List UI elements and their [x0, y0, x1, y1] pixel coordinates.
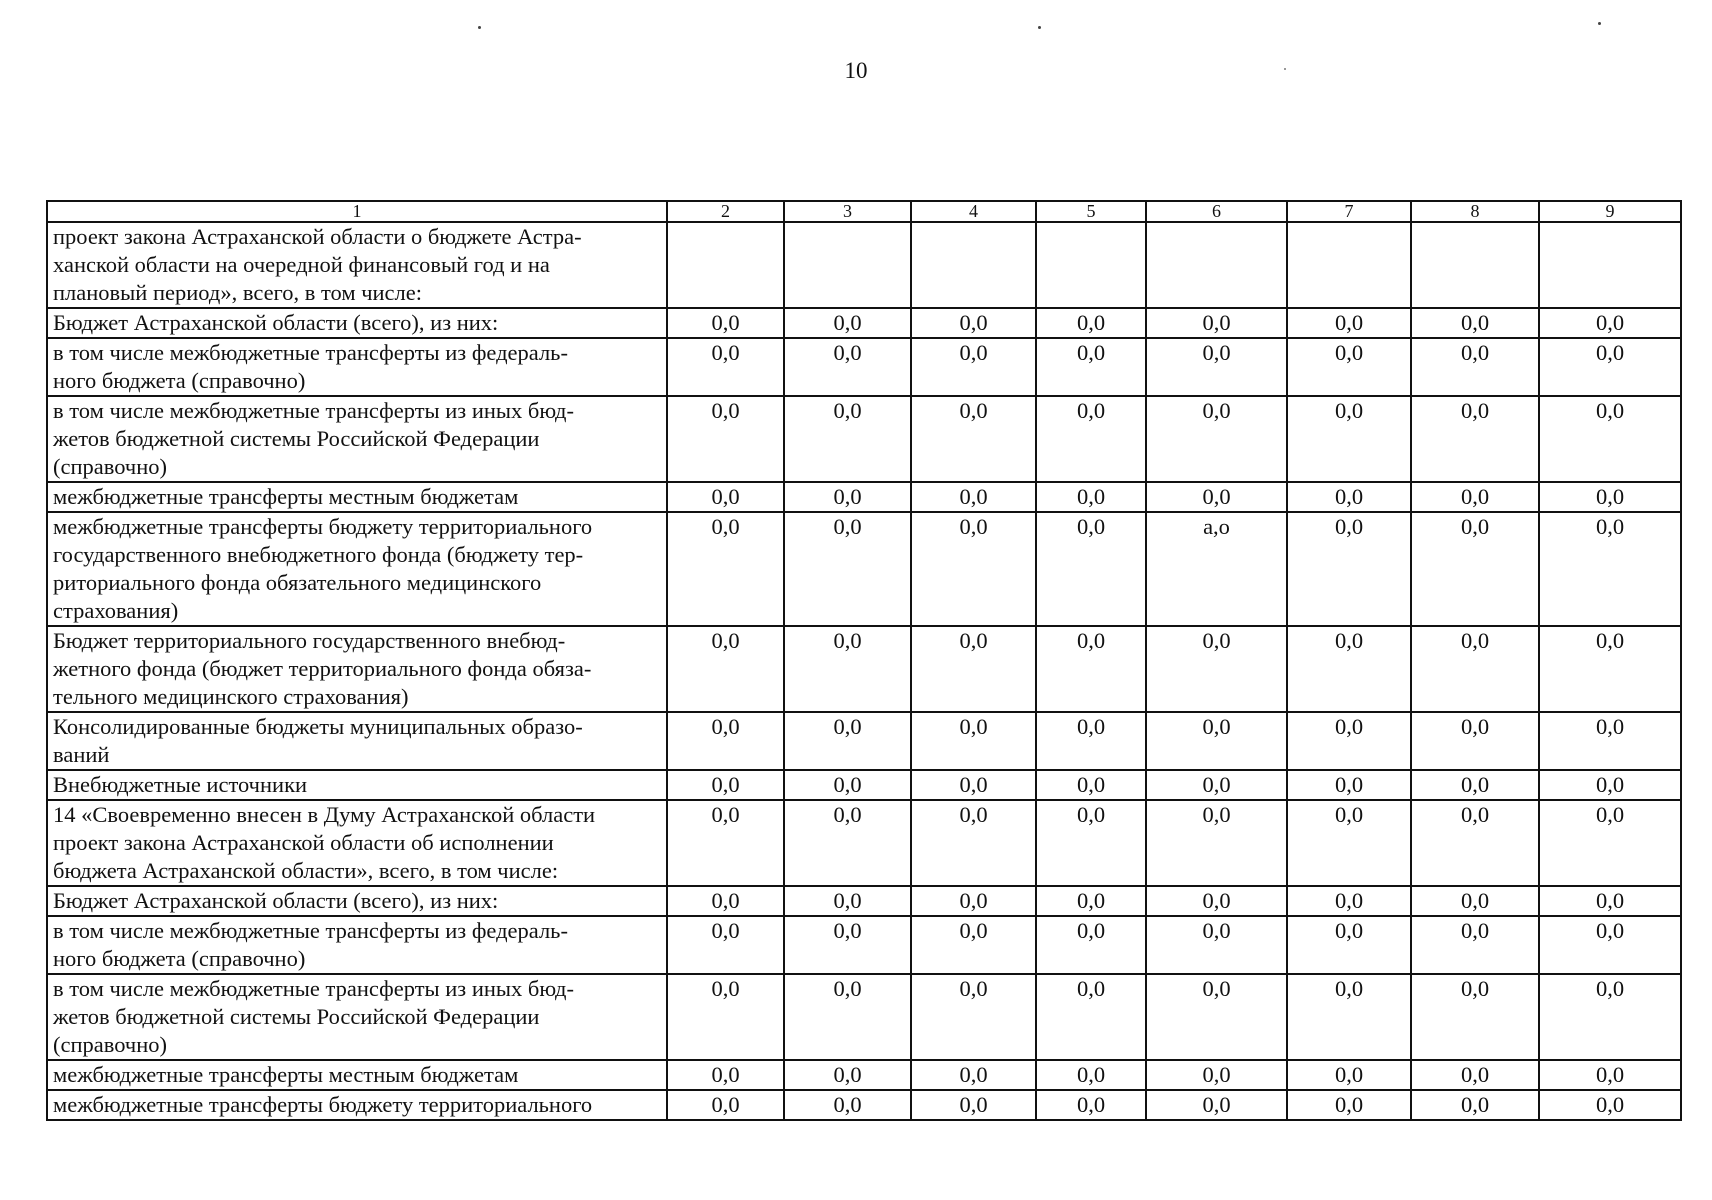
row-label: в том числе межбюджетные трансферты из федераль- ного бюджета (справочно): [47, 916, 667, 974]
value-cell-col-9: 0,0: [1539, 770, 1681, 800]
value-cell-col-3: 0,0: [784, 916, 911, 974]
value-cell-col-5: 0,0: [1036, 482, 1146, 512]
value-cell-col-7: 0,0: [1287, 626, 1411, 712]
table-row: [47, 482, 1681, 512]
value-cell-col-3: 0,0: [784, 482, 911, 512]
value-cell-col-9: 0,0: [1539, 916, 1681, 974]
row-label: 14 «Своевременно внесен в Думу Астраханской области проект закона Астраханской области об исполнении бюджета Астраханской области», всего, в том числе:: [47, 800, 667, 886]
value-cell-col-5: 0,0: [1036, 974, 1146, 1060]
table-row: [47, 626, 1681, 712]
value-cell-col-8: 0,0: [1411, 1090, 1539, 1120]
value-cell-col-5: 0,0: [1036, 886, 1146, 916]
value-cell-col-7: 0,0: [1287, 512, 1411, 626]
row-label: проект закона Астраханской области о бюджете Астра- ханской области на очередной финансовый год и на плановый период», всего, в том числе:: [47, 222, 667, 308]
value-cell-col-7: 0,0: [1287, 974, 1411, 1060]
value-cell-col-4: 0,0: [911, 626, 1036, 712]
value-cell-col-5: 0,0: [1036, 712, 1146, 770]
value-cell-col-5: 0,0: [1036, 1060, 1146, 1090]
value-cell-col-6: 0,0: [1146, 886, 1287, 916]
value-cell-col-4: 0,0: [911, 1090, 1036, 1120]
table-row: [47, 974, 1681, 1060]
value-cell-col-3: 0,0: [784, 1090, 911, 1120]
value-cell-col-4: 0,0: [911, 770, 1036, 800]
value-cell-col-7: [1287, 222, 1411, 308]
value-cell-col-2: [667, 222, 784, 308]
value-cell-col-8: 0,0: [1411, 482, 1539, 512]
value-cell-col-8: 0,0: [1411, 626, 1539, 712]
value-cell-col-2: 0,0: [667, 338, 784, 396]
value-cell-col-2: 0,0: [667, 916, 784, 974]
value-cell-col-6: 0,0: [1146, 1090, 1287, 1120]
value-cell-col-6: 0,0: [1146, 770, 1287, 800]
row-label: межбюджетные трансферты бюджету территориального государственного внебюджетного фонда (бюджету тер- риториального фонда обязательного медицинского страхования): [47, 512, 667, 626]
value-cell-col-7: 0,0: [1287, 800, 1411, 886]
value-cell-col-3: 0,0: [784, 974, 911, 1060]
value-cell-col-4: 0,0: [911, 974, 1036, 1060]
table-row: [47, 1090, 1681, 1120]
value-cell-col-9: 0,0: [1539, 800, 1681, 886]
value-cell-col-8: 0,0: [1411, 712, 1539, 770]
value-cell-col-9: [1539, 222, 1681, 308]
value-cell-col-4: 0,0: [911, 512, 1036, 626]
column-header-2: 2: [667, 201, 784, 222]
value-cell-col-8: 0,0: [1411, 512, 1539, 626]
value-cell-col-7: 0,0: [1287, 1090, 1411, 1120]
value-cell-col-4: 0,0: [911, 1060, 1036, 1090]
column-header-1: 1: [47, 201, 667, 222]
value-cell-col-4: 0,0: [911, 712, 1036, 770]
value-cell-col-6: 0,0: [1146, 974, 1287, 1060]
header-row: [47, 201, 1681, 222]
value-cell-col-3: 0,0: [784, 800, 911, 886]
value-cell-col-6: 0,0: [1146, 338, 1287, 396]
table-row: [47, 800, 1681, 886]
value-cell-col-9: 0,0: [1539, 1090, 1681, 1120]
value-cell-col-5: 0,0: [1036, 770, 1146, 800]
table-row: [47, 512, 1681, 626]
table-row: [47, 770, 1681, 800]
value-cell-col-2: 0,0: [667, 712, 784, 770]
value-cell-col-6: 0,0: [1146, 1060, 1287, 1090]
value-cell-col-3: [784, 222, 911, 308]
value-cell-col-7: 0,0: [1287, 886, 1411, 916]
value-cell-col-8: 0,0: [1411, 886, 1539, 916]
row-label: в том числе межбюджетные трансферты из иных бюд- жетов бюджетной системы Российской Федерации (справочно): [47, 396, 667, 482]
scan-speck: [478, 26, 481, 29]
value-cell-col-3: 0,0: [784, 712, 911, 770]
value-cell-col-9: 0,0: [1539, 974, 1681, 1060]
value-cell-col-5: 0,0: [1036, 626, 1146, 712]
value-cell-col-7: 0,0: [1287, 338, 1411, 396]
value-cell-col-7: 0,0: [1287, 916, 1411, 974]
value-cell-col-8: 0,0: [1411, 308, 1539, 338]
table-row: [47, 308, 1681, 338]
value-cell-col-7: 0,0: [1287, 396, 1411, 482]
row-label: в том числе межбюджетные трансферты из иных бюд- жетов бюджетной системы Российской Федерации (справочно): [47, 974, 667, 1060]
table-row: [47, 916, 1681, 974]
value-cell-col-3: 0,0: [784, 396, 911, 482]
value-cell-col-8: 0,0: [1411, 396, 1539, 482]
value-cell-col-9: 0,0: [1539, 338, 1681, 396]
value-cell-col-6: [1146, 222, 1287, 308]
value-cell-col-4: 0,0: [911, 396, 1036, 482]
table-row: [47, 222, 1681, 308]
value-cell-col-7: 0,0: [1287, 1060, 1411, 1090]
value-cell-col-4: 0,0: [911, 916, 1036, 974]
value-cell-col-2: 0,0: [667, 800, 784, 886]
value-cell-col-8: 0,0: [1411, 770, 1539, 800]
value-cell-col-9: 0,0: [1539, 482, 1681, 512]
value-cell-col-9: 0,0: [1539, 626, 1681, 712]
row-label: Внебюджетные источники: [47, 770, 667, 800]
value-cell-col-5: 0,0: [1036, 916, 1146, 974]
table-row: [47, 886, 1681, 916]
page-number: 10: [844, 58, 868, 83]
table-row: [47, 712, 1681, 770]
value-cell-col-5: 0,0: [1036, 800, 1146, 886]
value-cell-col-9: 0,0: [1539, 886, 1681, 916]
value-cell-col-2: 0,0: [667, 308, 784, 338]
row-label: межбюджетные трансферты местным бюджетам: [47, 482, 667, 512]
value-cell-col-8: 0,0: [1411, 916, 1539, 974]
scan-speck: [1038, 26, 1041, 29]
value-cell-col-6: 0,0: [1146, 916, 1287, 974]
column-header-9: 9: [1539, 201, 1681, 222]
column-header-8: 8: [1411, 201, 1539, 222]
column-header-5: 5: [1036, 201, 1146, 222]
value-cell-col-5: [1036, 222, 1146, 308]
value-cell-col-7: 0,0: [1287, 712, 1411, 770]
row-label: межбюджетные трансферты бюджету территориального: [47, 1090, 667, 1120]
value-cell-col-8: 0,0: [1411, 800, 1539, 886]
column-header-4: 4: [911, 201, 1036, 222]
value-cell-col-8: 0,0: [1411, 974, 1539, 1060]
value-cell-col-7: 0,0: [1287, 308, 1411, 338]
budget-indicators-table: [46, 200, 1682, 1121]
value-cell-col-9: 0,0: [1539, 396, 1681, 482]
value-cell-col-9: 0,0: [1539, 512, 1681, 626]
row-label: межбюджетные трансферты местным бюджетам: [47, 1060, 667, 1090]
value-cell-col-8: 0,0: [1411, 1060, 1539, 1090]
row-label: Бюджет территориального государственного внебюд- жетного фонда (бюджет территориального фонда обяза- тельного медицинского страхования): [47, 626, 667, 712]
value-cell-col-5: 0,0: [1036, 1090, 1146, 1120]
value-cell-col-4: 0,0: [911, 482, 1036, 512]
table-row: [47, 1060, 1681, 1090]
value-cell-col-2: 0,0: [667, 396, 784, 482]
value-cell-col-6: 0,0: [1146, 712, 1287, 770]
scan-speck: [1598, 22, 1601, 25]
value-cell-col-9: 0,0: [1539, 712, 1681, 770]
value-cell-col-4: 0,0: [911, 308, 1036, 338]
value-cell-col-5: 0,0: [1036, 308, 1146, 338]
value-cell-col-5: 0,0: [1036, 338, 1146, 396]
row-label: Бюджет Астраханской области (всего), из них:: [47, 308, 667, 338]
value-cell-col-4: 0,0: [911, 886, 1036, 916]
value-cell-col-4: 0,0: [911, 338, 1036, 396]
row-label: в том числе межбюджетные трансферты из федераль- ного бюджета (справочно): [47, 338, 667, 396]
scan-speck: [1284, 68, 1286, 70]
column-header-3: 3: [784, 201, 911, 222]
value-cell-col-6: 0,0: [1146, 308, 1287, 338]
column-header-7: 7: [1287, 201, 1411, 222]
table-row: [47, 396, 1681, 482]
value-cell-col-6: 0,0: [1146, 482, 1287, 512]
value-cell-col-6: 0,0: [1146, 626, 1287, 712]
value-cell-col-3: 0,0: [784, 886, 911, 916]
value-cell-col-7: 0,0: [1287, 482, 1411, 512]
value-cell-col-8: 0,0: [1411, 338, 1539, 396]
value-cell-col-2: 0,0: [667, 1090, 784, 1120]
table-row: [47, 338, 1681, 396]
column-header-6: 6: [1146, 201, 1287, 222]
value-cell-col-3: 0,0: [784, 770, 911, 800]
table-header: [47, 201, 1681, 222]
value-cell-col-9: 0,0: [1539, 1060, 1681, 1090]
value-cell-col-2: 0,0: [667, 886, 784, 916]
value-cell-col-4: 0,0: [911, 800, 1036, 886]
value-cell-col-4: [911, 222, 1036, 308]
value-cell-col-3: 0,0: [784, 338, 911, 396]
value-cell-col-2: 0,0: [667, 770, 784, 800]
value-cell-col-2: 0,0: [667, 974, 784, 1060]
value-cell-col-3: 0,0: [784, 1060, 911, 1090]
row-label: Бюджет Астраханской области (всего), из них:: [47, 886, 667, 916]
value-cell-col-2: 0,0: [667, 626, 784, 712]
value-cell-col-5: 0,0: [1036, 396, 1146, 482]
value-cell-col-2: 0,0: [667, 1060, 784, 1090]
value-cell-col-7: 0,0: [1287, 770, 1411, 800]
value-cell-col-3: 0,0: [784, 626, 911, 712]
value-cell-col-2: 0,0: [667, 512, 784, 626]
value-cell-col-6: 0,0: [1146, 396, 1287, 482]
value-cell-col-5: 0,0: [1036, 512, 1146, 626]
value-cell-col-9: 0,0: [1539, 308, 1681, 338]
value-cell-col-6: а,о: [1146, 512, 1287, 626]
value-cell-col-3: 0,0: [784, 308, 911, 338]
value-cell-col-6: 0,0: [1146, 800, 1287, 886]
row-label: Консолидированные бюджеты муниципальных образо- ваний: [47, 712, 667, 770]
value-cell-col-3: 0,0: [784, 512, 911, 626]
value-cell-col-8: [1411, 222, 1539, 308]
value-cell-col-2: 0,0: [667, 482, 784, 512]
table-body: [47, 222, 1681, 1120]
